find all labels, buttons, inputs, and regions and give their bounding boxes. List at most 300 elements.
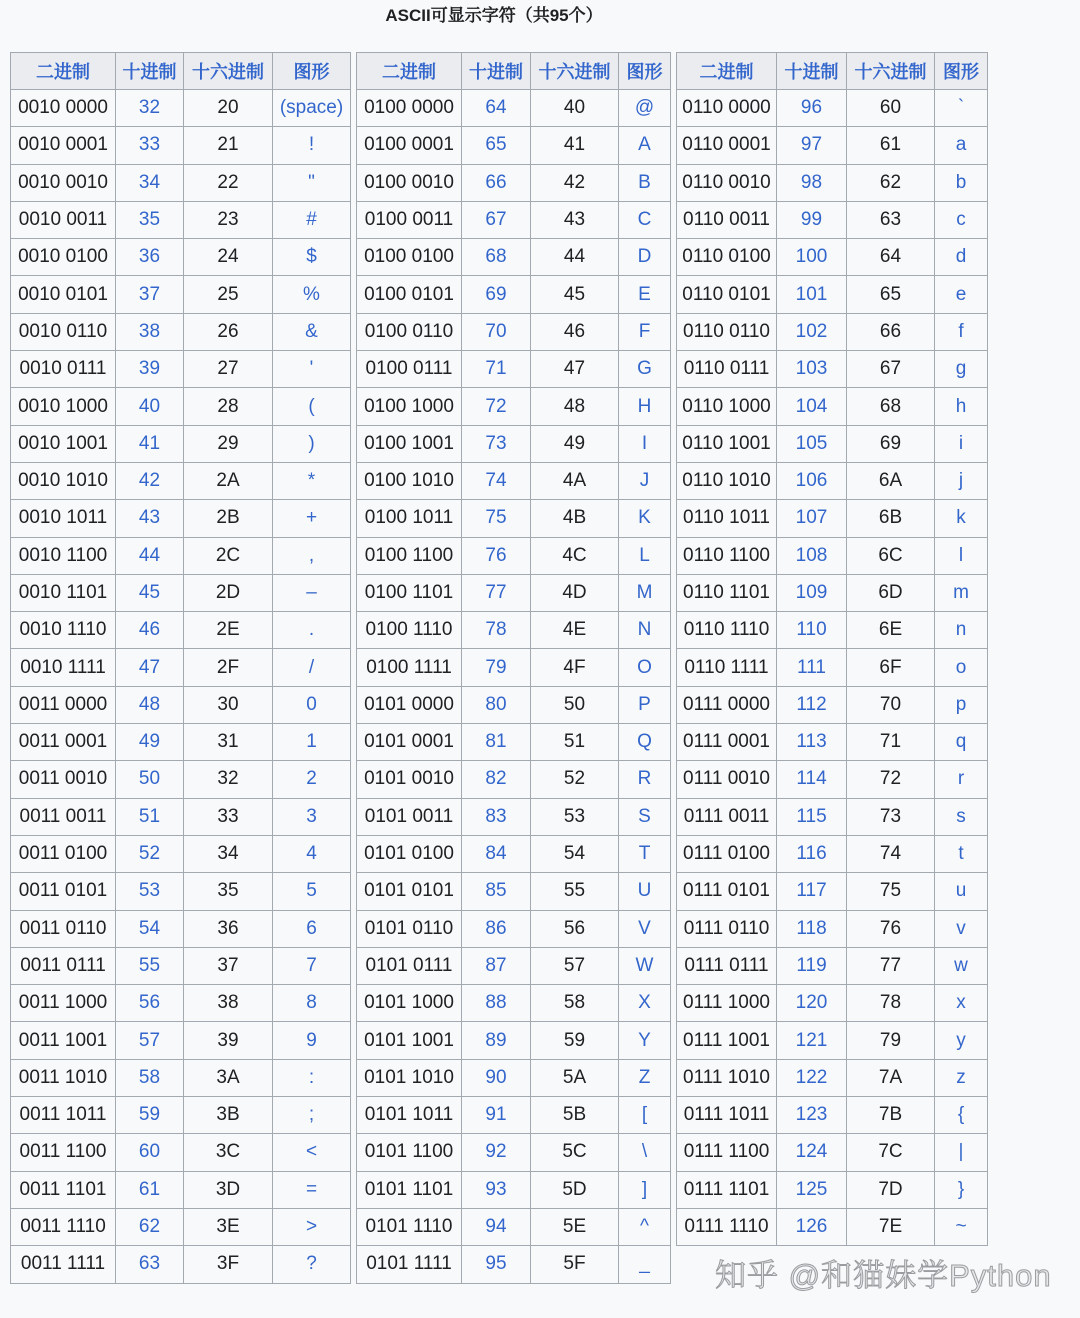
hex-cell: 5E (531, 1208, 619, 1245)
glyph-cell[interactable]: E (619, 276, 671, 313)
decimal-cell[interactable]: 83 (462, 798, 531, 835)
binary-cell: 0101 1010 (357, 1059, 462, 1096)
glyph-cell[interactable]: (space) (273, 90, 351, 127)
table-row (357, 425, 671, 462)
table-row (11, 239, 351, 276)
binary-cell: 0111 0010 (677, 761, 777, 798)
decimal-cell[interactable]: 69 (462, 276, 531, 313)
decimal-cell[interactable]: 45 (116, 574, 184, 611)
decimal-cell[interactable]: 36 (116, 239, 184, 276)
decimal-cell[interactable]: 120 (777, 985, 847, 1022)
table-row (357, 798, 671, 835)
decimal-cell[interactable]: 63 (116, 1246, 184, 1283)
binary-cell: 0111 1000 (677, 985, 777, 1022)
glyph-cell[interactable]: G (619, 351, 671, 388)
table-row (11, 1208, 351, 1245)
binary-cell: 0101 0110 (357, 910, 462, 947)
glyph-cell[interactable]: Z (619, 1059, 671, 1096)
decimal-cell[interactable]: 72 (462, 388, 531, 425)
decimal-cell[interactable]: 119 (777, 947, 847, 984)
decimal-cell[interactable]: 75 (462, 500, 531, 537)
decimal-cell[interactable]: 32 (116, 90, 184, 127)
glyph-cell[interactable]: } (935, 1171, 988, 1208)
hex-cell: 79 (847, 1022, 935, 1059)
decimal-cell[interactable]: 109 (777, 574, 847, 611)
table-row (11, 1022, 351, 1059)
decimal-cell[interactable]: 37 (116, 276, 184, 313)
binary-cell: 0111 0000 (677, 686, 777, 723)
decimal-cell[interactable]: 104 (777, 388, 847, 425)
glyph-cell[interactable]: b (935, 164, 988, 201)
glyph-cell[interactable]: { (935, 1097, 988, 1134)
binary-cell: 0010 1111 (11, 649, 116, 686)
table-row (11, 873, 351, 910)
decimal-cell[interactable]: 71 (462, 351, 531, 388)
decimal-cell[interactable]: 88 (462, 985, 531, 1022)
header-decimal: 十进制 (116, 53, 184, 90)
decimal-cell[interactable]: 121 (777, 1022, 847, 1059)
decimal-cell[interactable]: 101 (777, 276, 847, 313)
decimal-cell[interactable]: 73 (462, 425, 531, 462)
table-row (11, 1246, 351, 1283)
decimal-cell[interactable]: 41 (116, 425, 184, 462)
decimal-cell[interactable]: 43 (116, 500, 184, 537)
glyph-cell[interactable]: f (935, 313, 988, 350)
glyph-cell[interactable]: z (935, 1059, 988, 1096)
binary-cell: 0011 1010 (11, 1059, 116, 1096)
hex-cell: 7E (847, 1208, 935, 1245)
glyph-cell[interactable]: 9 (273, 1022, 351, 1059)
decimal-cell[interactable]: 92 (462, 1134, 531, 1171)
decimal-cell[interactable]: 46 (116, 612, 184, 649)
header-binary: 二进制 (677, 53, 777, 90)
glyph-cell[interactable]: c (935, 201, 988, 238)
binary-cell: 0011 0100 (11, 835, 116, 872)
binary-cell: 0100 1100 (357, 537, 462, 574)
decimal-cell[interactable]: 77 (462, 574, 531, 611)
binary-cell: 0110 1000 (677, 388, 777, 425)
binary-cell: 0101 1100 (357, 1134, 462, 1171)
glyph-cell[interactable]: 8 (273, 985, 351, 1022)
decimal-cell[interactable]: 118 (777, 910, 847, 947)
glyph-cell[interactable]: . (273, 612, 351, 649)
table-row (357, 724, 671, 761)
hex-cell: 6C (847, 537, 935, 574)
glyph-cell[interactable]: y (935, 1022, 988, 1059)
glyph-cell[interactable]: 1 (273, 724, 351, 761)
decimal-cell[interactable]: 99 (777, 201, 847, 238)
decimal-cell[interactable]: 82 (462, 761, 531, 798)
decimal-cell[interactable]: 98 (777, 164, 847, 201)
hex-cell: 58 (531, 985, 619, 1022)
table-row (357, 686, 671, 723)
decimal-cell[interactable]: 56 (116, 985, 184, 1022)
table-row (677, 1022, 988, 1059)
table-row (357, 910, 671, 947)
decimal-cell[interactable]: 125 (777, 1171, 847, 1208)
glyph-cell[interactable]: \ (619, 1134, 671, 1171)
glyph-cell[interactable]: o (935, 649, 988, 686)
ascii-table-2 (356, 52, 671, 1284)
glyph-cell[interactable]: 3 (273, 798, 351, 835)
hex-cell: 4F (531, 649, 619, 686)
glyph-cell[interactable]: < (273, 1134, 351, 1171)
table-row (11, 1097, 351, 1134)
glyph-cell[interactable]: $ (273, 239, 351, 276)
decimal-cell[interactable]: 106 (777, 462, 847, 499)
table-row (357, 127, 671, 164)
binary-cell: 0010 1110 (11, 612, 116, 649)
hex-cell: 6E (847, 612, 935, 649)
hex-cell: 62 (847, 164, 935, 201)
table-row (357, 1208, 671, 1245)
decimal-cell[interactable]: 94 (462, 1208, 531, 1245)
decimal-cell[interactable]: 84 (462, 835, 531, 872)
glyph-cell[interactable]: ? (273, 1246, 351, 1283)
glyph-cell[interactable]: > (273, 1208, 351, 1245)
binary-cell: 0101 0011 (357, 798, 462, 835)
glyph-cell[interactable]: a (935, 127, 988, 164)
glyph-cell[interactable]: / (273, 649, 351, 686)
binary-cell: 0011 0010 (11, 761, 116, 798)
glyph-cell[interactable]: # (273, 201, 351, 238)
hex-cell: 33 (184, 798, 273, 835)
binary-cell: 0110 0001 (677, 127, 777, 164)
hex-cell: 4E (531, 612, 619, 649)
binary-cell: 0101 1111 (357, 1246, 462, 1283)
binary-cell: 0110 1011 (677, 500, 777, 537)
glyph-cell[interactable]: H (619, 388, 671, 425)
glyph-cell[interactable]: J (619, 462, 671, 499)
glyph-cell[interactable]: g (935, 351, 988, 388)
decimal-cell[interactable]: 108 (777, 537, 847, 574)
decimal-cell[interactable]: 91 (462, 1097, 531, 1134)
decimal-cell[interactable]: 48 (116, 686, 184, 723)
decimal-cell[interactable]: 126 (777, 1208, 847, 1245)
glyph-cell[interactable]: 5 (273, 873, 351, 910)
glyph-cell[interactable]: B (619, 164, 671, 201)
decimal-cell[interactable]: 102 (777, 313, 847, 350)
decimal-cell[interactable]: 89 (462, 1022, 531, 1059)
table-row (357, 500, 671, 537)
glyph-cell[interactable]: ) (273, 425, 351, 462)
glyph-cell[interactable]: 2 (273, 761, 351, 798)
glyph-cell[interactable]: h (935, 388, 988, 425)
binary-cell: 0011 0011 (11, 798, 116, 835)
decimal-cell[interactable]: 47 (116, 649, 184, 686)
glyph-cell[interactable]: S (619, 798, 671, 835)
decimal-cell[interactable]: 123 (777, 1097, 847, 1134)
glyph-cell[interactable]: l (935, 537, 988, 574)
binary-cell: 0010 0100 (11, 239, 116, 276)
decimal-cell[interactable]: 33 (116, 127, 184, 164)
table-row (11, 947, 351, 984)
decimal-cell[interactable]: 59 (116, 1097, 184, 1134)
hex-cell: 6F (847, 649, 935, 686)
glyph-cell[interactable]: V (619, 910, 671, 947)
hex-cell: 6A (847, 462, 935, 499)
binary-cell: 0111 0111 (677, 947, 777, 984)
hex-cell: 7C (847, 1134, 935, 1171)
decimal-cell[interactable]: 122 (777, 1059, 847, 1096)
glyph-cell[interactable]: w (935, 947, 988, 984)
glyph-cell[interactable]: @ (619, 90, 671, 127)
decimal-cell[interactable]: 34 (116, 164, 184, 201)
hex-cell: 35 (184, 873, 273, 910)
glyph-cell[interactable]: + (273, 500, 351, 537)
hex-cell: 50 (531, 686, 619, 723)
glyph-cell[interactable]: 7 (273, 947, 351, 984)
binary-cell: 0010 1000 (11, 388, 116, 425)
glyph-cell[interactable]: n (935, 612, 988, 649)
header-decimal: 十进制 (777, 53, 847, 90)
hex-cell: 53 (531, 798, 619, 835)
decimal-cell[interactable]: 70 (462, 313, 531, 350)
glyph-cell[interactable]: v (935, 910, 988, 947)
glyph-cell[interactable]: i (935, 425, 988, 462)
decimal-cell[interactable]: 42 (116, 462, 184, 499)
glyph-cell[interactable]: U (619, 873, 671, 910)
ascii-table-1 (10, 52, 351, 1284)
table-row (677, 574, 988, 611)
binary-cell: 0100 0100 (357, 239, 462, 276)
decimal-cell[interactable]: 78 (462, 612, 531, 649)
decimal-cell[interactable]: 93 (462, 1171, 531, 1208)
decimal-cell[interactable]: 39 (116, 351, 184, 388)
glyph-cell[interactable]: P (619, 686, 671, 723)
decimal-cell[interactable]: 68 (462, 239, 531, 276)
glyph-cell[interactable]: | (935, 1134, 988, 1171)
hex-cell: 78 (847, 985, 935, 1022)
glyph-cell[interactable]: u (935, 873, 988, 910)
glyph-cell[interactable]: I (619, 425, 671, 462)
table-row (357, 1059, 671, 1096)
hex-cell: 3A (184, 1059, 273, 1096)
hex-cell: 3E (184, 1208, 273, 1245)
hex-cell: 75 (847, 873, 935, 910)
decimal-cell[interactable]: 85 (462, 873, 531, 910)
decimal-cell[interactable]: 103 (777, 351, 847, 388)
glyph-cell[interactable]: s (935, 798, 988, 835)
glyph-cell[interactable]: ` (935, 90, 988, 127)
decimal-cell[interactable]: 105 (777, 425, 847, 462)
decimal-cell[interactable]: 95 (462, 1246, 531, 1283)
hex-cell: 21 (184, 127, 273, 164)
glyph-cell[interactable]: q (935, 724, 988, 761)
glyph-cell[interactable]: : (273, 1059, 351, 1096)
binary-cell: 0101 1000 (357, 985, 462, 1022)
glyph-cell[interactable]: m (935, 574, 988, 611)
decimal-cell[interactable]: 57 (116, 1022, 184, 1059)
glyph-cell[interactable]: = (273, 1171, 351, 1208)
binary-cell: 0110 1100 (677, 537, 777, 574)
hex-cell: 41 (531, 127, 619, 164)
hex-cell: 27 (184, 351, 273, 388)
glyph-cell[interactable]: D (619, 239, 671, 276)
table-row (11, 574, 351, 611)
glyph-cell[interactable]: Q (619, 724, 671, 761)
table-row (11, 1059, 351, 1096)
table-row (11, 649, 351, 686)
glyph-cell[interactable]: & (273, 313, 351, 350)
table-row (677, 873, 988, 910)
glyph-cell[interactable]: R (619, 761, 671, 798)
table-row (677, 276, 988, 313)
decimal-cell[interactable]: 80 (462, 686, 531, 723)
decimal-cell[interactable]: 117 (777, 873, 847, 910)
glyph-cell[interactable]: , (273, 537, 351, 574)
glyph-cell[interactable]: ! (273, 127, 351, 164)
table-row (357, 537, 671, 574)
glyph-cell[interactable]: T (619, 835, 671, 872)
glyph-cell[interactable]: % (273, 276, 351, 313)
header-glyph: 图形 (935, 53, 988, 90)
decimal-cell[interactable]: 79 (462, 649, 531, 686)
decimal-cell[interactable]: 55 (116, 947, 184, 984)
binary-cell: 0101 0000 (357, 686, 462, 723)
decimal-cell[interactable]: 61 (116, 1171, 184, 1208)
decimal-cell[interactable]: 114 (777, 761, 847, 798)
table-row (11, 537, 351, 574)
decimal-cell[interactable]: 38 (116, 313, 184, 350)
decimal-cell[interactable]: 58 (116, 1059, 184, 1096)
table-row (357, 835, 671, 872)
glyph-cell[interactable]: O (619, 649, 671, 686)
decimal-cell[interactable]: 52 (116, 835, 184, 872)
glyph-cell[interactable]: ( (273, 388, 351, 425)
hex-cell: 73 (847, 798, 935, 835)
glyph-cell[interactable]: L (619, 537, 671, 574)
binary-cell: 0100 0010 (357, 164, 462, 201)
decimal-cell[interactable]: 110 (777, 612, 847, 649)
glyph-cell[interactable]: – (273, 574, 351, 611)
decimal-cell[interactable]: 90 (462, 1059, 531, 1096)
decimal-cell[interactable]: 53 (116, 873, 184, 910)
decimal-cell[interactable]: 100 (777, 239, 847, 276)
decimal-cell[interactable]: 64 (462, 90, 531, 127)
glyph-cell[interactable]: ; (273, 1097, 351, 1134)
glyph-cell[interactable]: K (619, 500, 671, 537)
glyph-cell[interactable]: " (273, 164, 351, 201)
decimal-cell[interactable]: 51 (116, 798, 184, 835)
decimal-cell[interactable]: 86 (462, 910, 531, 947)
decimal-cell[interactable]: 96 (777, 90, 847, 127)
glyph-cell[interactable]: e (935, 276, 988, 313)
glyph-cell[interactable]: ^ (619, 1208, 671, 1245)
decimal-cell[interactable]: 44 (116, 537, 184, 574)
glyph-cell[interactable]: ] (619, 1171, 671, 1208)
table-row (677, 1097, 988, 1134)
glyph-cell[interactable]: r (935, 761, 988, 798)
hex-cell: 7B (847, 1097, 935, 1134)
decimal-cell[interactable]: 124 (777, 1134, 847, 1171)
glyph-cell[interactable]: 4 (273, 835, 351, 872)
binary-cell: 0011 1011 (11, 1097, 116, 1134)
hex-cell: 72 (847, 761, 935, 798)
glyph-cell[interactable]: N (619, 612, 671, 649)
decimal-cell[interactable]: 60 (116, 1134, 184, 1171)
glyph-cell[interactable]: X (619, 985, 671, 1022)
glyph-cell[interactable]: _ (619, 1246, 671, 1283)
decimal-cell[interactable]: 50 (116, 761, 184, 798)
glyph-cell[interactable]: 6 (273, 910, 351, 947)
glyph-cell[interactable]: A (619, 127, 671, 164)
hex-cell: 7A (847, 1059, 935, 1096)
glyph-cell[interactable]: [ (619, 1097, 671, 1134)
decimal-cell[interactable]: 35 (116, 201, 184, 238)
binary-cell: 0111 1100 (677, 1134, 777, 1171)
decimal-cell[interactable]: 49 (116, 724, 184, 761)
glyph-cell[interactable]: ' (273, 351, 351, 388)
glyph-cell[interactable]: M (619, 574, 671, 611)
decimal-cell[interactable]: 62 (116, 1208, 184, 1245)
glyph-cell[interactable]: Y (619, 1022, 671, 1059)
binary-cell: 0111 0011 (677, 798, 777, 835)
glyph-cell[interactable]: W (619, 947, 671, 984)
decimal-cell[interactable]: 66 (462, 164, 531, 201)
decimal-cell[interactable]: 116 (777, 835, 847, 872)
glyph-cell[interactable]: F (619, 313, 671, 350)
decimal-cell[interactable]: 40 (116, 388, 184, 425)
decimal-cell[interactable]: 87 (462, 947, 531, 984)
hex-cell: 74 (847, 835, 935, 872)
decimal-cell[interactable]: 67 (462, 201, 531, 238)
binary-cell: 0100 1101 (357, 574, 462, 611)
hex-cell: 2D (184, 574, 273, 611)
decimal-cell[interactable]: 111 (777, 649, 847, 686)
decimal-cell[interactable]: 65 (462, 127, 531, 164)
glyph-cell[interactable]: k (935, 500, 988, 537)
table-row (11, 276, 351, 313)
decimal-cell[interactable]: 115 (777, 798, 847, 835)
hex-cell: 2A (184, 462, 273, 499)
binary-cell: 0011 0101 (11, 873, 116, 910)
glyph-cell[interactable]: p (935, 686, 988, 723)
decimal-cell[interactable]: 76 (462, 537, 531, 574)
hex-cell: 4D (531, 574, 619, 611)
table-row (677, 947, 988, 984)
glyph-cell[interactable]: C (619, 201, 671, 238)
table-row (11, 1171, 351, 1208)
decimal-cell[interactable]: 54 (116, 910, 184, 947)
decimal-cell[interactable]: 107 (777, 500, 847, 537)
decimal-cell[interactable]: 97 (777, 127, 847, 164)
binary-cell: 0011 1001 (11, 1022, 116, 1059)
glyph-cell[interactable]: ~ (935, 1208, 988, 1245)
decimal-cell[interactable]: 112 (777, 686, 847, 723)
table-row (677, 500, 988, 537)
glyph-cell[interactable]: d (935, 239, 988, 276)
table-row (677, 686, 988, 723)
decimal-cell[interactable]: 81 (462, 724, 531, 761)
hex-cell: 4B (531, 500, 619, 537)
table-row (11, 201, 351, 238)
glyph-cell[interactable]: 0 (273, 686, 351, 723)
header-hex: 十六进制 (847, 53, 935, 90)
table-row (11, 351, 351, 388)
glyph-cell[interactable]: x (935, 985, 988, 1022)
table-row (11, 761, 351, 798)
binary-cell: 0011 1000 (11, 985, 116, 1022)
hex-cell: 54 (531, 835, 619, 872)
glyph-cell[interactable]: j (935, 462, 988, 499)
decimal-cell[interactable]: 74 (462, 462, 531, 499)
glyph-cell[interactable]: t (935, 835, 988, 872)
glyph-cell[interactable]: * (273, 462, 351, 499)
decimal-cell[interactable]: 113 (777, 724, 847, 761)
hex-cell: 3C (184, 1134, 273, 1171)
binary-cell: 0110 1111 (677, 649, 777, 686)
